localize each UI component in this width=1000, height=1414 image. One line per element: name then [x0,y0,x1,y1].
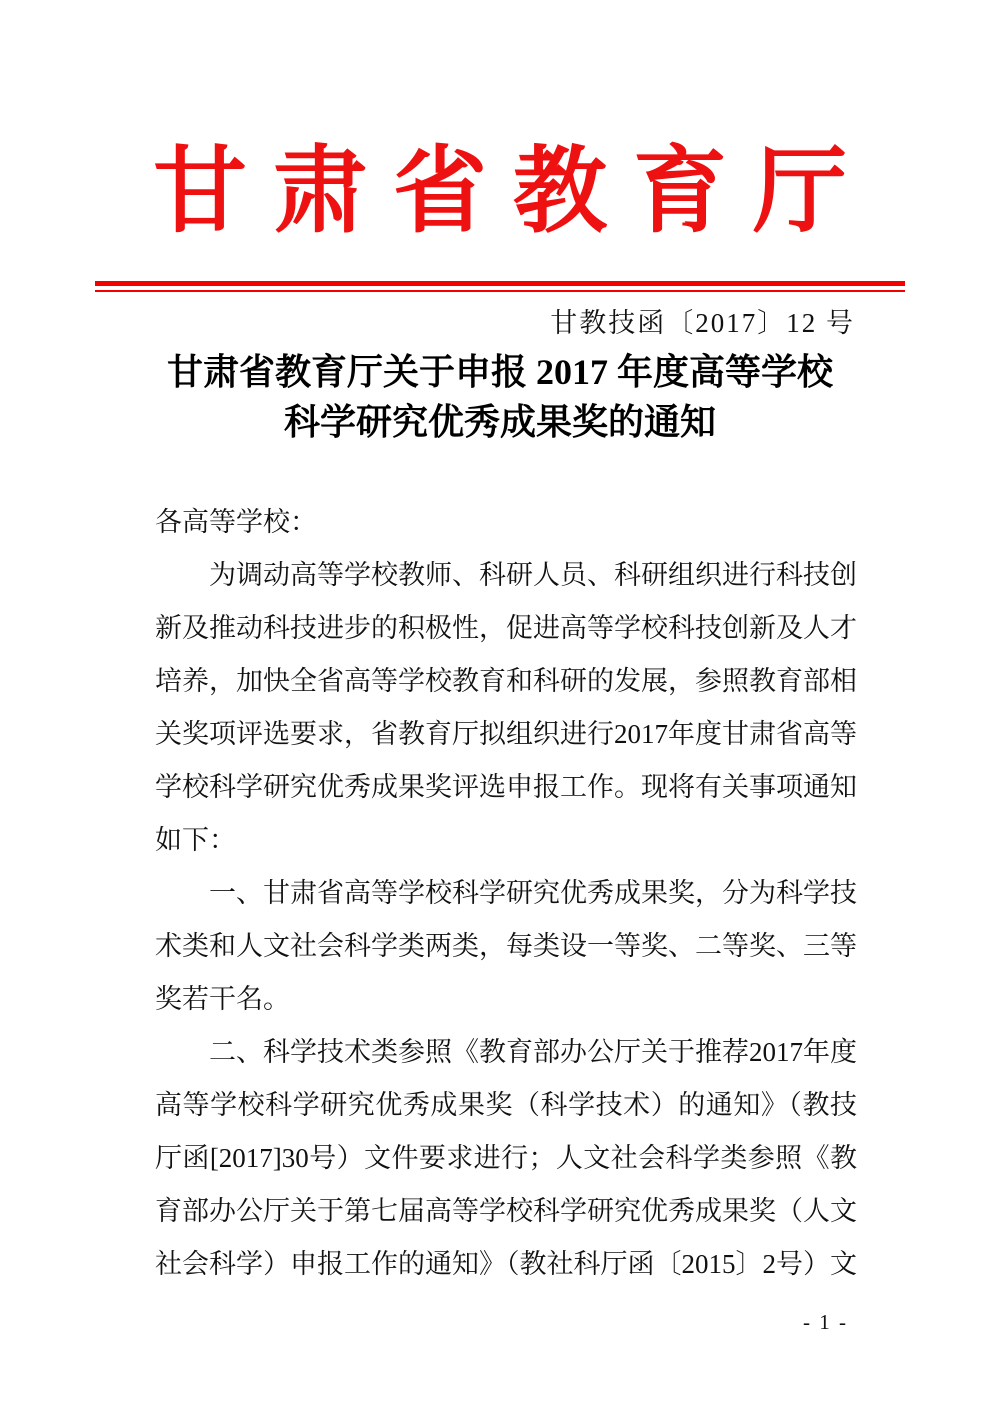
body-paragraph-3: 二、科学技术类参照《教育部办公厅关于推荐2017年度高等学校科学研究优秀成果奖（科学技术）的通知》（教技厅函[2017]30号）文件要求进行；人文社会科学类参照《教育部办公厅关于第七届高等学校科学研究优秀成果奖（人文社会科学）申报工作的通知》（教社科厅函〔2015〕2号）文 [155,1037,857,1279]
notice-title [0,347,1000,447]
page-number: - 1 - [803,1310,848,1334]
notice-title-line-2: 科学研究优秀成果奖的通知 [283,402,716,442]
salutation: 各高等学校： [155,507,317,537]
header-divider-thin-line [95,290,905,292]
notice-title-line-1: 甘肃省教育厅关于申报 2017 年度高等学校 [166,352,833,392]
header-divider [95,281,905,292]
body-paragraph-1: 为调动高等学校教师、科研人员、科研组织进行科技创新及推动科技进步的积极性，促进高等学校科技创新及人才培养，加快全省高等学校教育和科研的发展，参照教育部相关奖项评选要求，省教育厅拟组织进行2017年度甘肃省高等学校科学研究优秀成果奖评选申报工作。现将有关事项通知如下： [155,560,857,855]
document-number: 甘教技函〔2017〕12 号 [550,308,855,338]
document-body [155,496,857,1291]
body-paragraph-2: 一、甘肃省高等学校科学研究优秀成果奖，分为科学技术类和人文社会科学类两类，每类设一等奖、二等奖、三等奖若干名。 [155,878,857,1014]
header-divider-thick-line [95,281,905,286]
agency-title: 甘肃省教育厅 [152,140,873,244]
